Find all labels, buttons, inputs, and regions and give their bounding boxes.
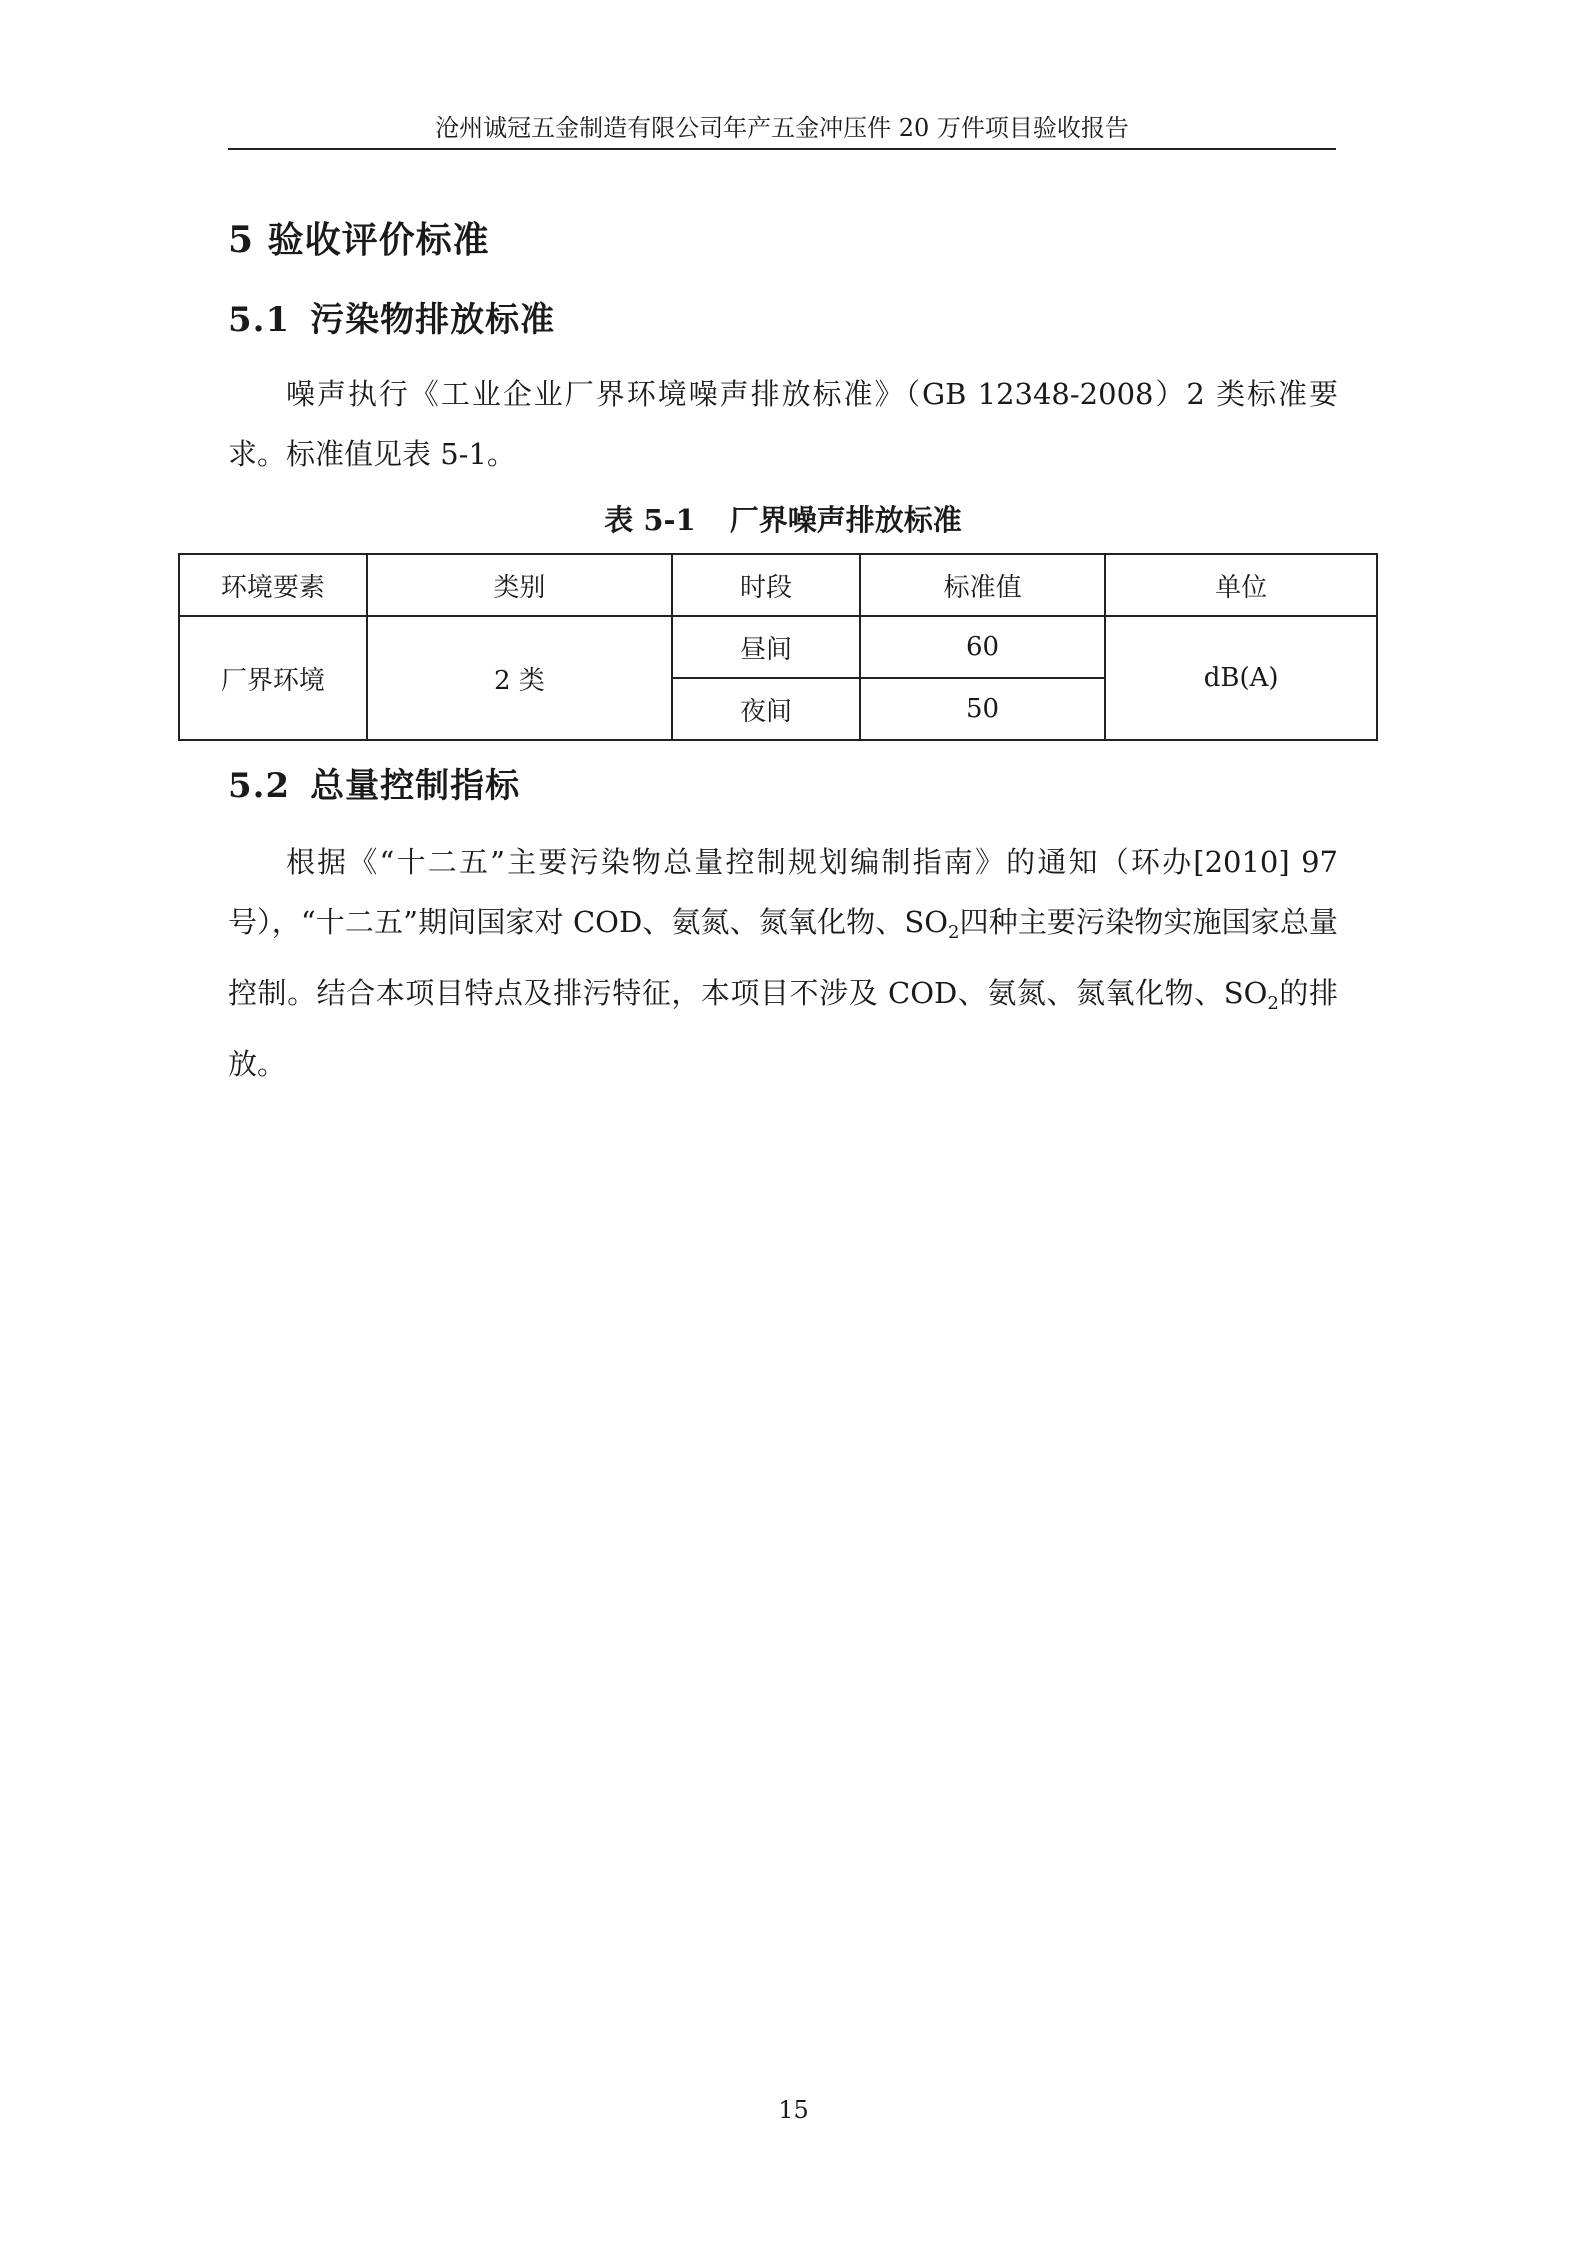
running-header: 沧州诚冠五金制造有限公司年产五金冲压件 20 万件项目验收报告 (228, 114, 1336, 150)
section-number: 5.1 (228, 300, 291, 340)
section-title: 总量控制指标 (310, 766, 521, 806)
chapter-title: 5 验收评价标准 (228, 219, 490, 261)
table-cell-category: 2 类 (367, 616, 672, 740)
noise-standard-table (178, 553, 1378, 741)
table-header-cell: 标准值 (860, 554, 1106, 616)
section-number: 5.2 (228, 766, 291, 806)
table-header-row (179, 554, 1377, 616)
table-caption-title: 厂界噪声排放标准 (729, 503, 962, 537)
table-header-cell: 时段 (672, 554, 860, 616)
table-cell-period: 昼间 (672, 616, 860, 678)
section-5-1-heading (228, 292, 555, 341)
table-caption-number: 表 5-1 (604, 503, 696, 537)
section-5-2-paragraph (228, 832, 1338, 1094)
table-header-cell: 类别 (367, 554, 672, 616)
table-cell-value: 60 (860, 616, 1106, 678)
paragraph-text: 四种主要污染物实施国家总量控制。结合本项目特点及排污特征，本项目不涉及 COD、氨氮、氮氧化物、SO (228, 905, 1338, 1010)
section-5-2-heading (228, 758, 520, 807)
table-caption (228, 498, 1338, 539)
table-cell-value: 50 (860, 678, 1106, 740)
table-header-cell: 单位 (1105, 554, 1377, 616)
subscript: 2 (1267, 993, 1279, 1014)
paragraph-text: 的排放。 (228, 976, 1338, 1081)
section-5-1-paragraph: 噪声执行《工业企业厂界环境噪声排放标准》（GB 12348-2008）2 类标准要求。标准值见表 5-1。 (228, 377, 1338, 471)
table-cell-element: 厂界环境 (179, 616, 367, 740)
table-cell-period: 夜间 (672, 678, 860, 740)
page-number: 15 (778, 2096, 809, 2124)
section-title: 污染物排放标准 (310, 300, 556, 340)
subscript: 2 (948, 922, 960, 943)
table-cell-unit: dB(A) (1105, 616, 1377, 740)
table-header-cell: 环境要素 (179, 554, 367, 616)
table-row (179, 616, 1377, 678)
paragraph-text: 根据《“十二五”主要污染物总量控制规划编制指南》的通知（环办[2010] 97 号），“十二五”期间国家对 COD、氨氮、氮氧化物、SO (228, 845, 1338, 939)
